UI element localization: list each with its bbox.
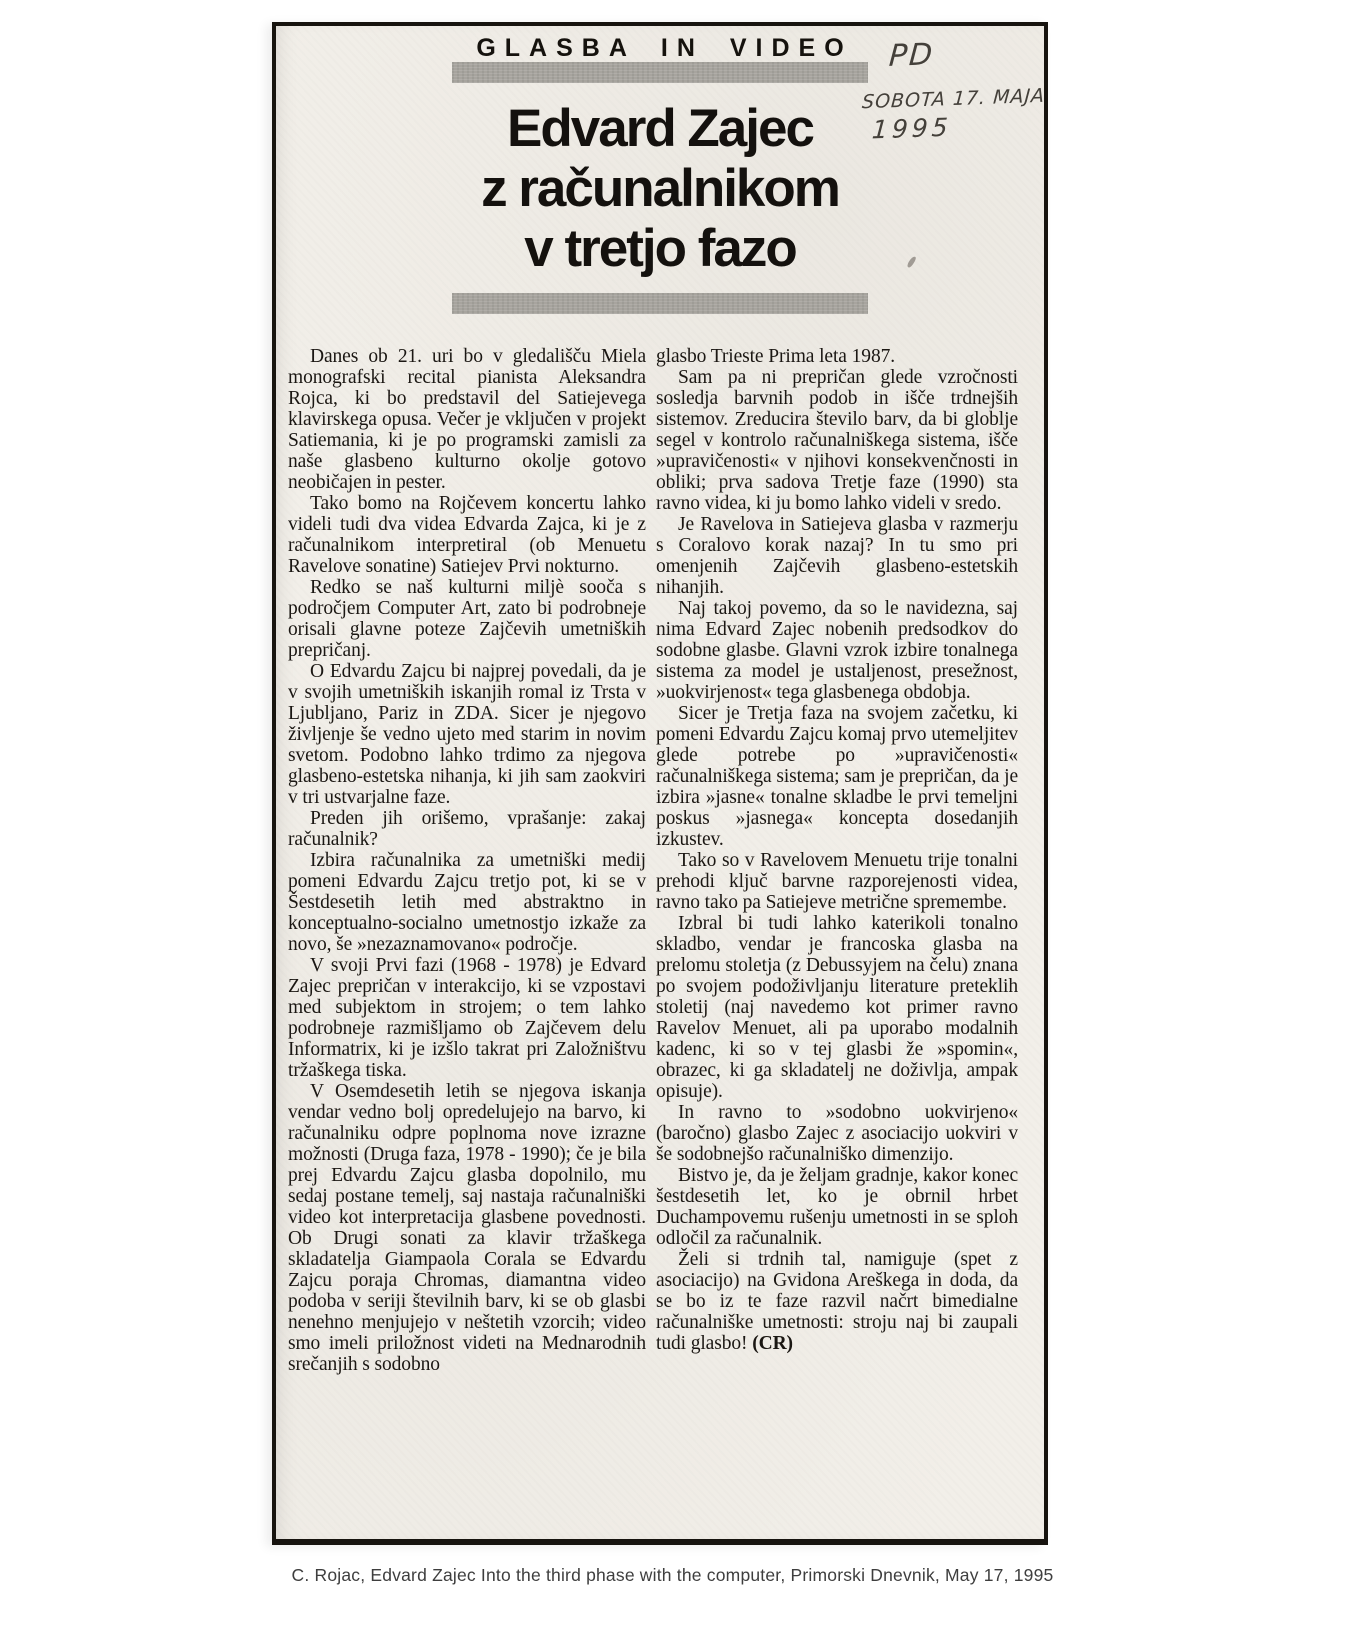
- article-paragraph: V Osemdesetih letih se njegova iskanja vendar vedno bolj opredelujejo na barvo, ki računalniku odpre poplnoma nove izrazne možnosti (Druga faza, 1978 - 1990); če je bila prej Edvardu Zajcu glasba dopolnilo, mu sedaj postane temelj, saj nastaja računalniški video kot interpretacija glasbene povednosti. Ob Drugi sonati za klavir tržaškega skladatelja Giampaola Corala se Edvardu Zajcu poraja Chromas, diamantna video podoba v seriji številnih barv, ki se ob glasbi nenehno menjujejo v neštetih vzorcih; video smo imeli priložnost videti na Mednarodnih srečanjih s sodobno: [288, 1081, 646, 1375]
- article-paragraph: Izbral bi tudi lahko katerikoli tonalno skladbo, vendar je francoska glasba na prelomu stoletja (z Debussyjem na čelu) znana po svojem podoživljanju literature preteklih stoletij (naj navedemo kot primer ravno Ravelov Menuet, ali pa uporabo modalnih kadenc, ki so v tej glasbi že »spomin«, obrazec, ki ga skladatelj ne doživlja, ampak opisuje).: [656, 913, 1018, 1102]
- handwritten-initials: PD: [887, 37, 936, 74]
- handwritten-date: SOBOTA 17. MAJA: [861, 84, 1046, 114]
- column-left: [288, 346, 646, 1536]
- headline-line-3: v tretjo fazo: [524, 219, 796, 278]
- article-paragraph: [656, 1249, 1018, 1354]
- article-paragraph: V svoji Prvi fazi (1968 - 1978) je Edvard Zajec prepričan v interakcijo, ki se vzpostavi med subjektom in strojem; o tem lahko podrobneje razmišljamo ob Zajčevem delu Informatrix, ki je izšlo takrat pri Založništvu tržaškega tiska.: [288, 955, 646, 1081]
- article-paragraph: Naj takoj povemo, da so le navidezna, saj nima Edvard Zajec nobenih predsodkov do sodobne glasbe. Glavni vzrok izbire tonalnega sistema za model je ustaljenost, presežnost, »uokvirjenost« tega glasbenega obdobja.: [656, 598, 1018, 703]
- column-right: [656, 346, 1018, 1536]
- article-paragraph: Preden jih orišemo, vprašanje: zakaj računalnik?: [288, 808, 646, 850]
- stray-ink-mark: [906, 256, 917, 268]
- section-kicker: GLASBA IN VIDEO: [476, 34, 853, 62]
- kicker-bar-top: [452, 62, 868, 83]
- newspaper-clipping: [272, 22, 1048, 1545]
- article-paragraph: In ravno to »sodobno uokvirjeno« (baročno) glasbo Zajec z asociacijo uokviri v še sodobnejšo računalniško dimenzijo.: [656, 1102, 1018, 1165]
- article-paragraph: Izbira računalnika za umetniški medij pomeni Edvardu Zajcu tretjo pot, ki se v Šestdesetih letih med abstraktno in konceptualno-socialno umetnostjo izkaže za novo, še »nezaznamovano« področje.: [288, 850, 646, 955]
- article-masthead: [452, 34, 868, 314]
- article-paragraph: Tako so v Ravelovem Menuetu trije tonalni prehodi ključ barvne razporejenosti videa, ravno tako pa Satiejeve metrične spremembe.: [656, 850, 1018, 913]
- article-paragraph: Je Ravelova in Satiejeva glasba v razmerju s Coralovo korak nazaj? In tu smo pri omenjenih Zajčevih glasbeno-estetskih nihanjih.: [656, 514, 1018, 598]
- article-paragraph: Sicer je Tretja faza na svojem začetku, ki pomeni Edvardu Zajcu komaj prvo utemeljitev glede potrebe po »upravičenosti« računalniškega sistema; sam je prepričan, da je izbira »jasne« tonalne skladbe le prvi temeljni poskus »jasnega« koncepta dosedanjih izkustev.: [656, 703, 1018, 850]
- handwritten-year: 1995: [871, 112, 953, 145]
- headline-line-2: z računalnikom: [481, 159, 839, 218]
- kicker-bar-bottom: [452, 293, 868, 314]
- article-paragraph: O Edvardu Zajcu bi najprej povedali, da je v svojih umetniških iskanjih romal iz Trsta v Ljubljano, Pariz in ZDA. Sicer je njegovo življenje še vedno ujeto med starim in novim svetom. Podobno lahko trdimo za njegova glasbeno-estetska nihanja, ki jih sam zaokviri v tri ustvarjalne faze.: [288, 661, 646, 808]
- article-paragraph-text: Želi si trdnih tal, namiguje (spet z asociacijo) na Gvidona Areškega in doda, da se bo iz te faze razvil načrt bimedialne računalniške umetnosti: stroju naj bi zaupali tudi glasbo!: [656, 1249, 1018, 1354]
- headline-line-1: Edvard Zajec: [507, 99, 813, 158]
- author-initials: (CR): [752, 1333, 793, 1354]
- article-paragraph: Sam pa ni prepričan glede vzročnosti sosledja barvnih podob in išče trdnejših sistemov. Zreducira število barv, da bi globlje segel v kontrolo računalniškega sistema, išče »upravičenosti« v njihovi konsekvenčnosti in obliki; prva sadova Tretje faze (1990) sta ravno videa, ki ju bomo lahko videli v sredo.: [656, 367, 1018, 514]
- article-headline: [452, 99, 868, 279]
- article-paragraph: Redko se naš kulturni miljè sooča s področjem Computer Art, zato bi podrobneje orisali glavne poteze Zajčevih umetniških prepričanj.: [288, 577, 646, 661]
- article-paragraph: Danes ob 21. uri bo v gledališču Miela monografski recital pianista Aleksandra Rojca, ki bo predstavil del Satiejevega klavirskega opusa. Večer je vključen v projekt Satiemania, ki je po programski zamisli za naše glasbeno kulturno okolje gotovo neobičajen in pester.: [288, 346, 646, 493]
- article-body: [288, 346, 1018, 1536]
- article-paragraph: glasbo Trieste Prima leta 1987.: [656, 346, 896, 367]
- translation-caption: C. Rojac, Edvard Zajec Into the third phase with the computer, Primorski Dnevnik, May 17, 1995: [291, 1565, 1054, 1585]
- article-paragraph: Tako bomo na Rojčevem koncertu lahko videli tudi dva videa Edvarda Zajca, ki je z računalnikom interpretiral (ob Menuetu Ravelove sonatine) Satiejev Prvi nokturno.: [288, 493, 646, 577]
- article-paragraph: Bistvo je, da je željam gradnje, kakor konec šestdesetih let, ko je obrnil hrbet Duchampovemu rušenju umetnosti in se sploh odločil za računalnik.: [656, 1165, 1018, 1249]
